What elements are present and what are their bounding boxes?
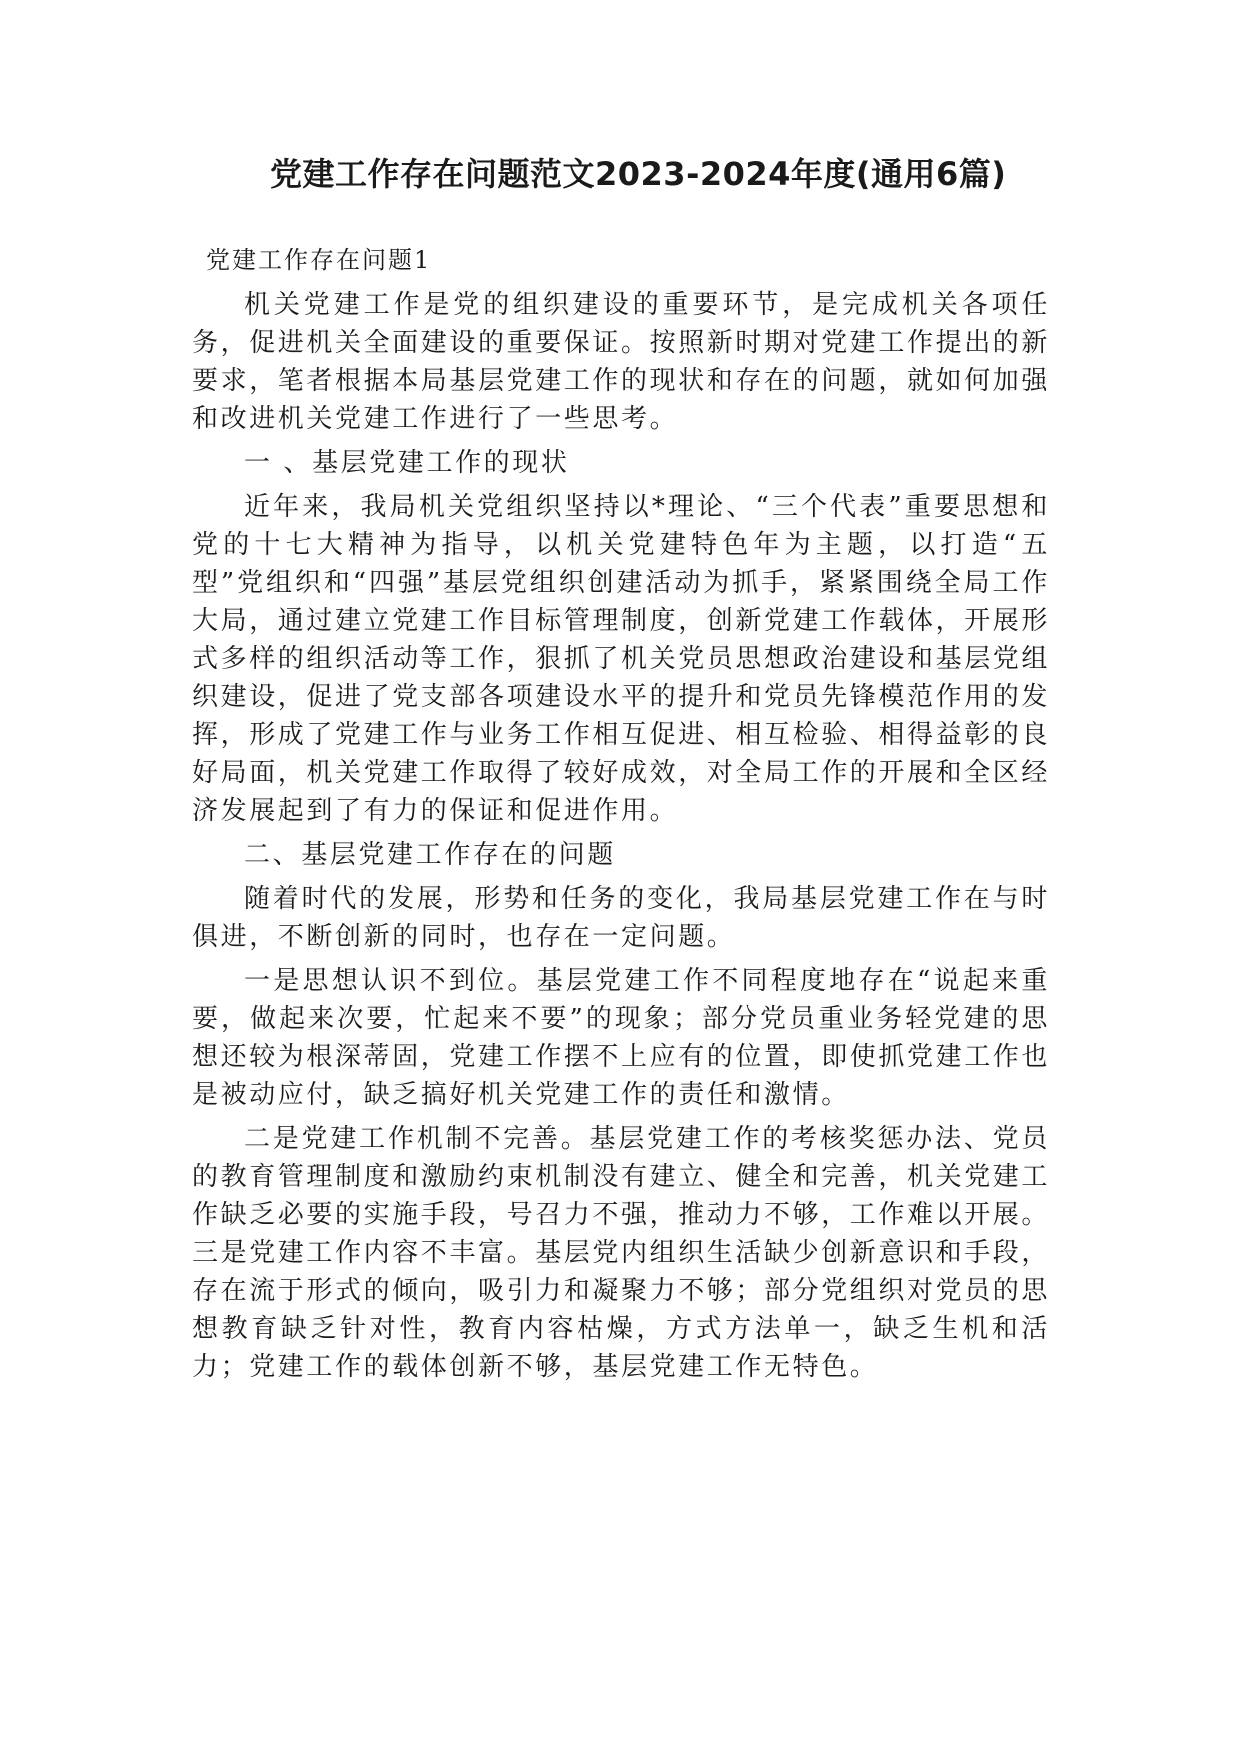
problem-2-paragraph: 二是党建工作机制不完善。基层党建工作的考核奖惩办法、党员的教育管理制度和激励约束机制没有建立、健全和完善，机关党建工作缺乏必要的实施手段，号召力不强，推动力不够，工作难以开展。 xyxy=(192,1124,1051,1230)
subheading-problems: 二、基层党建工作存在的问题 xyxy=(244,840,616,870)
document-title: 党建工作存在问题范文2023-2024年度(通用6篇) xyxy=(270,155,1007,193)
section-heading: 党建工作存在问题1 xyxy=(206,246,432,274)
problem-1-paragraph: 一是思想认识不到位。基层党建工作不同程度地存在“说起来重要，做起来次要，忙起来不要”的现象；部分党员重业务轻党建的思想还较为根深蒂固，党建工作摆不上应有的位置，即使抓党建工作也是被动应付，缺乏搞好机关党建工作的责任和激情。 xyxy=(192,966,1051,1110)
problem-3-paragraph: 三是党建工作内容不丰富。基层党内组织生活缺少创新意识和手段，存在流于形式的倾向，吸引力和凝聚力不够；部分党组织对党员的思想教育缺乏针对性，教育内容枯燥，方式方法单一，缺乏生机和活力；党建工作的载体创新不够，基层党建工作无特色。 xyxy=(192,1238,1051,1382)
document-body xyxy=(192,240,1050,1392)
current-status-paragraph: 近年来，我局机关党组织坚持以*理论、“三个代表”重要思想和党的十七大精神为指导，以机关党建特色年为主题，以打造“五型”党组织和“四强”基层党组织创建活动为抓手，紧紧围绕全局工作大局，通过建立党建工作目标管理制度，创新党建工作载体，开展形式多样的组织活动等工作，狠抓了机关党员思想政治建设和基层党组织建设，促进了党支部各项建设水平的提升和党员先锋模范作用的发挥，形成了党建工作与业务工作相互促进、相互检验、相得益彰的良好局面，机关党建工作取得了较好成效，对全局工作的开展和全区经济发展起到了有力的保证和促进作用。 xyxy=(192,492,1051,826)
intro-paragraph: 机关党建工作是党的组织建设的重要环节，是完成机关各项任务，促进机关全面建设的重要保证。按照新时期对党建工作提出的新要求，笔者根据本局基层党建工作的现状和存在的问题，就如何加强和改进机关党建工作进行了一些思考。 xyxy=(192,290,1051,434)
problems-intro-paragraph: 随着时代的发展，形势和任务的变化，我局基层党建工作在与时俱进，不断创新的同时，也存在一定问题。 xyxy=(192,884,1050,952)
subheading-current-status: 一 、基层党建工作的现状 xyxy=(244,448,570,478)
